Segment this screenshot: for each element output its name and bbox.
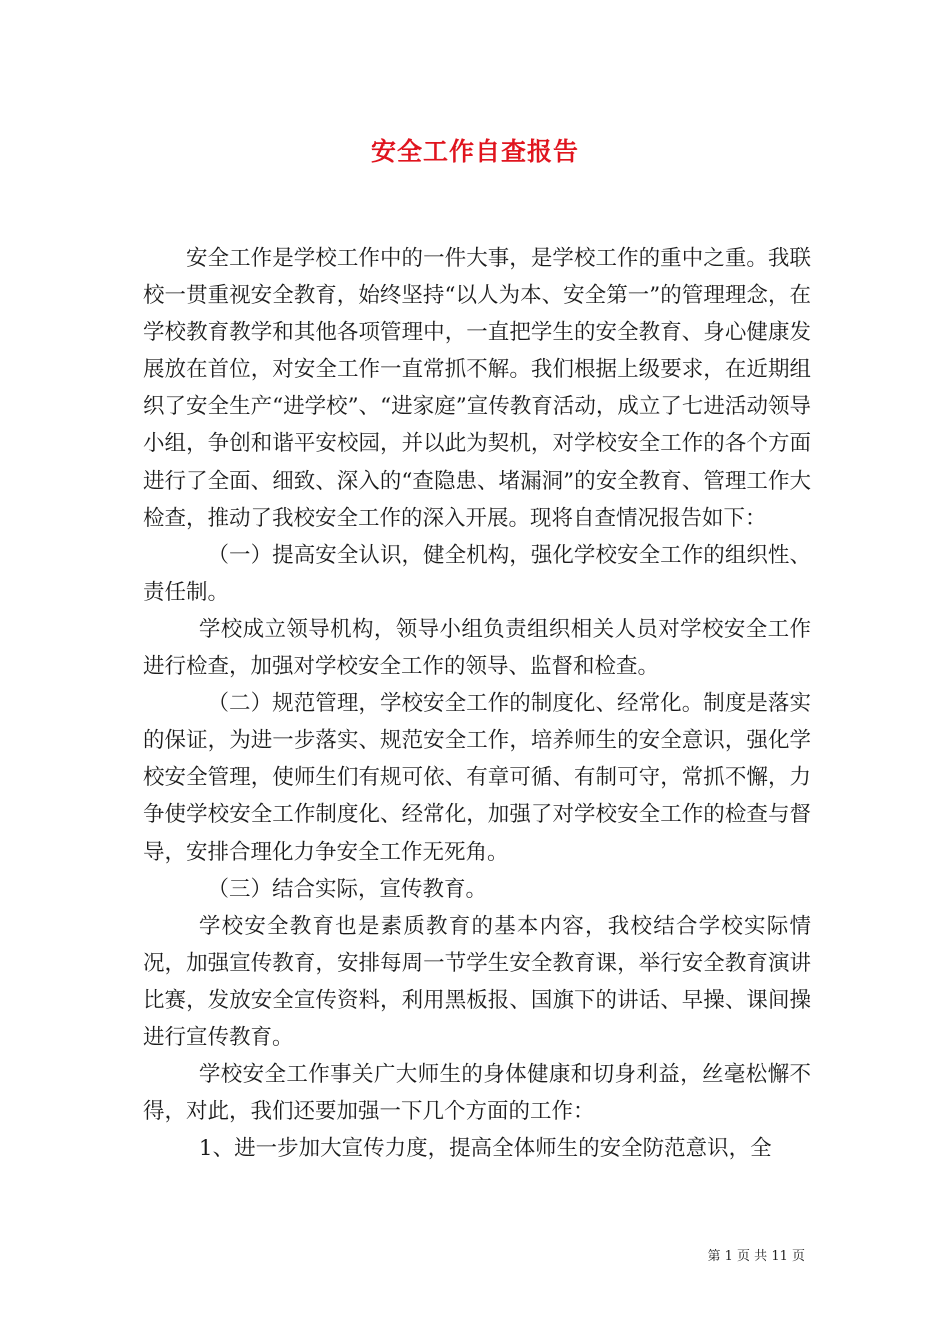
paragraph-summary: 学校安全工作事关广大师生的身体健康和切身利益，丝毫松懈不得，对此，我们还要加强一下几个方面的工作： [143, 1062, 811, 1125]
section-heading-1: （一）提高安全认识，健全机构，强化学校安全工作的组织性、责任制。 [143, 542, 811, 605]
section-heading-2: （二）规范管理，学校安全工作的制度化、经常化。制度是落实的保证，为进一步落实、规范安全工作，培养师生的安全意识，强化学校安全管理，使师生们有规可依、有章可循、有制可守，常抓不懈，力争使学校安全工作制度化、经常化，加强了对学校安全工作的检查与督导，安排合理化力争安全工作无死角。 [143, 691, 811, 865]
document-body [143, 240, 811, 1167]
paragraph-section-1: 学校成立领导机构，领导小组负责组织相关人员对学校安全工作进行检查，加强对学校安全工作的领导、监督和检查。 [143, 616, 811, 680]
paragraph-intro: 安全工作是学校工作中的一件大事，是学校工作的重中之重。我联校一贯重视安全教育，始终坚持“以人为本、安全第一”的管理理念，在学校教育教学和其他各项管理中，一直把学生的安全教育、身心健康发展放在首位，对安全工作一直常抓不解。我们根据上级要求，在近期组织了安全生产“进学校”、“进家庭”宣传教育活动，成立了七进活动领导小组，争创和谐平安校园，并以此为契机，对学校安全工作的各个方面进行了全面、细致、深入的“查隐患、堵漏洞”的安全教育、管理工作大检查，推动了我校安全工作的深入开展。现将自查情况报告如下： [143, 246, 811, 531]
page-number-footer: 第 1 页 共 11 页 [707, 1249, 805, 1264]
list-item-1: 1、进一步加大宣传力度，提高全体师生的安全防范意识，全 [198, 1136, 772, 1162]
document-title: 安全工作自查报告 [370, 137, 579, 166]
section-heading-3: （三）结合实际，宣传教育。 [207, 876, 488, 902]
paragraph-section-3: 学校安全教育也是素质教育的基本内容，我校结合学校实际情况，加强宣传教育，安排每周一节学生安全教育课，举行安全教育演讲比赛，发放安全宣传资料，利用黑板报、国旗下的讲话、早操、课间操进行宣传教育。 [143, 913, 811, 1050]
